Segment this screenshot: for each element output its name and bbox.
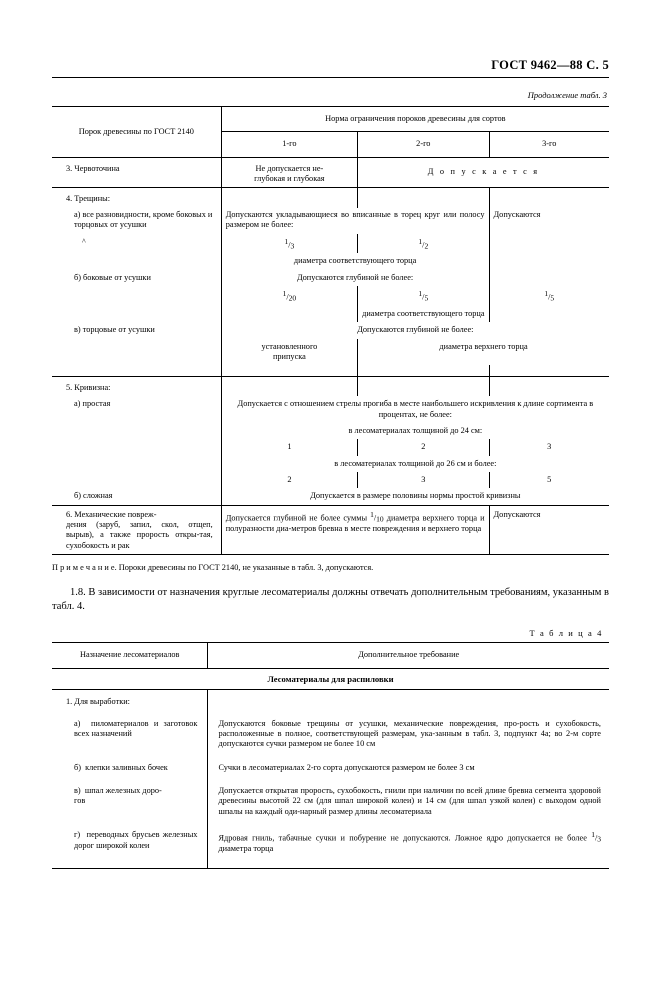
defect-4a-grade3: Допускаются: [489, 208, 609, 234]
grade-2-header: 2-го: [358, 132, 489, 157]
table-row: [52, 439, 609, 455]
defect-4v-grade1: установленного припуска: [221, 339, 357, 366]
defect-4b-grade12: Допускаются глубиной не более:: [221, 270, 489, 286]
defect-5b-label: б) сложная: [52, 488, 221, 505]
defect-5a-pad3: [52, 456, 221, 472]
defect-3-grade1: Не допускается не- глубокая и глубокая: [221, 157, 357, 188]
continuation-note: Продолжение табл. 3: [527, 90, 607, 100]
defect-4v-under: диаметра верхнего торца: [358, 339, 609, 366]
table-row: [52, 456, 609, 472]
t4-row-3-purpose: б) клепки заливных бочек: [74, 762, 168, 772]
defect-4a-empty2: [489, 253, 609, 269]
defect-5a-pad4: [52, 472, 221, 488]
table-row: [52, 339, 609, 366]
defect-5a-sub2: в лесоматериалах толщиной до 26 см и более:: [221, 456, 609, 472]
table-row: [52, 157, 609, 188]
table-row: [52, 472, 609, 488]
defect-5-label: 5. Кривизна:: [66, 382, 111, 392]
t4-row-4-requirement: Допускается открытая прорость, сухобокость, гнили при наличии по всей длине бревна сегмента здоровой древесины высотой 22 см (для шпал широкой колеи) и 14 см (для шпал узкой колеи) с выходом одной шпалы на каждый оди-нарный размер длины лесоматериала: [208, 776, 609, 820]
defect-5a-pad2: [52, 439, 221, 455]
table-row: [52, 234, 609, 254]
t4-row-5-requirement: Ядровая гниль, табачные сучки и побурение не допускаются. Ложное ядро допускается не более $^1/_3$ диаметра торца: [208, 820, 609, 869]
document-page: [0, 58, 661, 994]
defect-4a-grade12: Допускаются укладывающиеся во вписанные в торец круг или полосу размером не более:: [221, 208, 489, 234]
table-3-note: П р и м е ч а н и е. Пороки древесины по ГОСТ 2140, не указанные в табл. 3, допускаются.: [52, 563, 374, 573]
defect-4a-frac1: $^1/_3$: [221, 234, 357, 254]
defect-4v-blank3: [489, 365, 609, 376]
defect-5a-w3: 5: [489, 472, 609, 488]
defect-3-label: 3. Червоточина: [52, 157, 221, 188]
defect-4a-label: а) все разновидности, кроме боковых и торцовых от усушки: [74, 209, 213, 230]
defect-5-s2: [358, 376, 489, 396]
t4-col-header-requirement: Дополнительное требование: [208, 643, 609, 668]
table-row: [52, 753, 609, 776]
table-row: [52, 306, 609, 322]
defect-4b-label: б) боковые от усушки: [74, 272, 151, 282]
t4-row-2-purpose: а) пиломатериалов и заготовок всех назначений: [74, 718, 198, 739]
table-row: [52, 188, 609, 208]
defect-4v-pad2: [52, 365, 221, 376]
t4-row-5-purpose: г) переводных брусьев железных дорог широкой колеи: [74, 830, 198, 850]
table-row: [52, 423, 609, 439]
table-row: [52, 253, 609, 269]
table-4: [52, 642, 609, 869]
defect-5a-sub1: в лесоматериалах толщиной до 24 см:: [221, 423, 609, 439]
standard-title: ГОСТ 9462—88 С. 5: [491, 58, 609, 72]
defect-4b-pad: [52, 286, 221, 306]
defect-5b-text: Допускается в размере половины нормы простой кривизны: [221, 488, 609, 505]
table-row: [52, 668, 609, 690]
defect-4a-caret: ^: [82, 236, 86, 246]
defect-4b-empty: [489, 270, 609, 286]
defect-6-label: 6. Механические повреж- дения (заруб, запил, скол, отщеп, вырыв), а также прорость откры-тая, сухобокость и рак: [66, 509, 213, 550]
defect-4a-under: диаметра соответствующего торца: [221, 253, 489, 269]
t4-row-3-requirement: Сучки в лесоматериалах 2-го сорта допускаются размером не более 3 см: [208, 753, 609, 776]
defect-4b-frac2: $^1/_5$: [358, 286, 489, 306]
table-row: [52, 690, 609, 711]
defect-4v-pad: [52, 339, 221, 366]
col-header-norm: Норма ограничения пороков древесины для сортов: [221, 107, 609, 132]
defect-4a-frac2: $^1/_2$: [358, 234, 489, 254]
t4-row-4-purpose: в) шпал железных доро- гов: [74, 786, 162, 806]
table-row: [52, 643, 609, 668]
defect-4v-label: в) торцовые от усушки: [74, 325, 155, 335]
col-header-defect: Порок древесины по ГОСТ 2140: [52, 107, 221, 158]
defect-5-s1: [221, 376, 357, 396]
defect-5a-v2: 2: [358, 439, 489, 455]
table-row: [52, 505, 609, 554]
defect-4b-pad2: [52, 306, 221, 322]
table-row: [52, 376, 609, 396]
t4-col-header-purpose: Назначение лесоматериалов: [52, 643, 208, 668]
defect-5a-text: Допускается с отношением стрелы прогиба в месте наибольшего искривления к длине сортимента в процентах, не более:: [221, 396, 609, 423]
table-row: [52, 711, 609, 753]
defect-4v-blank1: [221, 365, 357, 376]
table-row: [52, 776, 609, 820]
defect-4-spacer3: [489, 188, 609, 208]
grade-1-header: 1-го: [221, 132, 357, 157]
t4-row-2-requirement: Допускаются боковые трещины от усушки, механические повреждения, про-рость и сухобокость, расположенные в полное, соответствующей размерам, ука-занным в табл. 3, подпункт 4а; во 2-м сорте допускаются сучки размером не более 10 см: [208, 711, 609, 753]
t4-row-1-purpose: 1. Для выработки:: [66, 697, 130, 707]
t4-section-title: Лесоматериалы для распиловки: [52, 668, 609, 690]
table-row: [52, 488, 609, 505]
defect-4-spacer2: [358, 188, 489, 208]
table-row: [52, 107, 609, 132]
defect-4b-blank: [221, 306, 357, 322]
defect-5a-v1: 1: [221, 439, 357, 455]
t4-row-1-requirement: [208, 690, 609, 711]
defect-4-spacer1: [221, 188, 357, 208]
defect-4b-under: диаметра соответствующего торца: [358, 306, 489, 322]
defect-4b-frac3: $^1/_5$: [489, 286, 609, 306]
table-row: [52, 270, 609, 286]
defect-4a-empty: [489, 234, 609, 254]
defect-4b-blank2: [489, 306, 609, 322]
defect-4-label: 4. Трещины:: [66, 194, 111, 204]
header-rule: [52, 77, 609, 78]
grade-3-header: 3-го: [489, 132, 609, 157]
table-row: [52, 286, 609, 306]
defect-6-grade12: Допускается глубиной не более суммы $^1/_{10}$ диаметра верхнего торца и полуразности диа-метров бревна в месте повреждения и верхнего торца: [221, 505, 489, 554]
defect-5-s3: [489, 376, 609, 396]
table-row: [52, 365, 609, 376]
defect-4a-pad: [52, 253, 221, 269]
defect-5a-label: а) простая: [74, 399, 111, 409]
defect-3-grade23: Д о п у с к а е т с я: [358, 157, 609, 188]
page-header: [52, 58, 609, 78]
table-row: [52, 208, 609, 234]
table-row: [52, 820, 609, 869]
defect-4v-blank2: [358, 365, 489, 376]
table-row: [52, 322, 609, 338]
table-4-label: Т а б л и ц а 4: [529, 628, 603, 639]
clause-1-8: 1.8. В зависимости от назначения круглые лесоматериалы должны отвечать дополнительным требованиям, указанным в табл. 4.: [52, 586, 609, 613]
defect-5a-w2: 3: [358, 472, 489, 488]
defect-6-grade3: Допускаются: [489, 505, 609, 554]
table-row: [52, 396, 609, 423]
table-3: [52, 106, 609, 555]
defect-5a-pad: [52, 423, 221, 439]
defect-5a-v3: 3: [489, 439, 609, 455]
defect-5a-w1: 2: [221, 472, 357, 488]
defect-4v-grades: Допускаются глубиной не более:: [221, 322, 609, 338]
defect-4b-frac1: $^1/_{20}$: [221, 286, 357, 306]
